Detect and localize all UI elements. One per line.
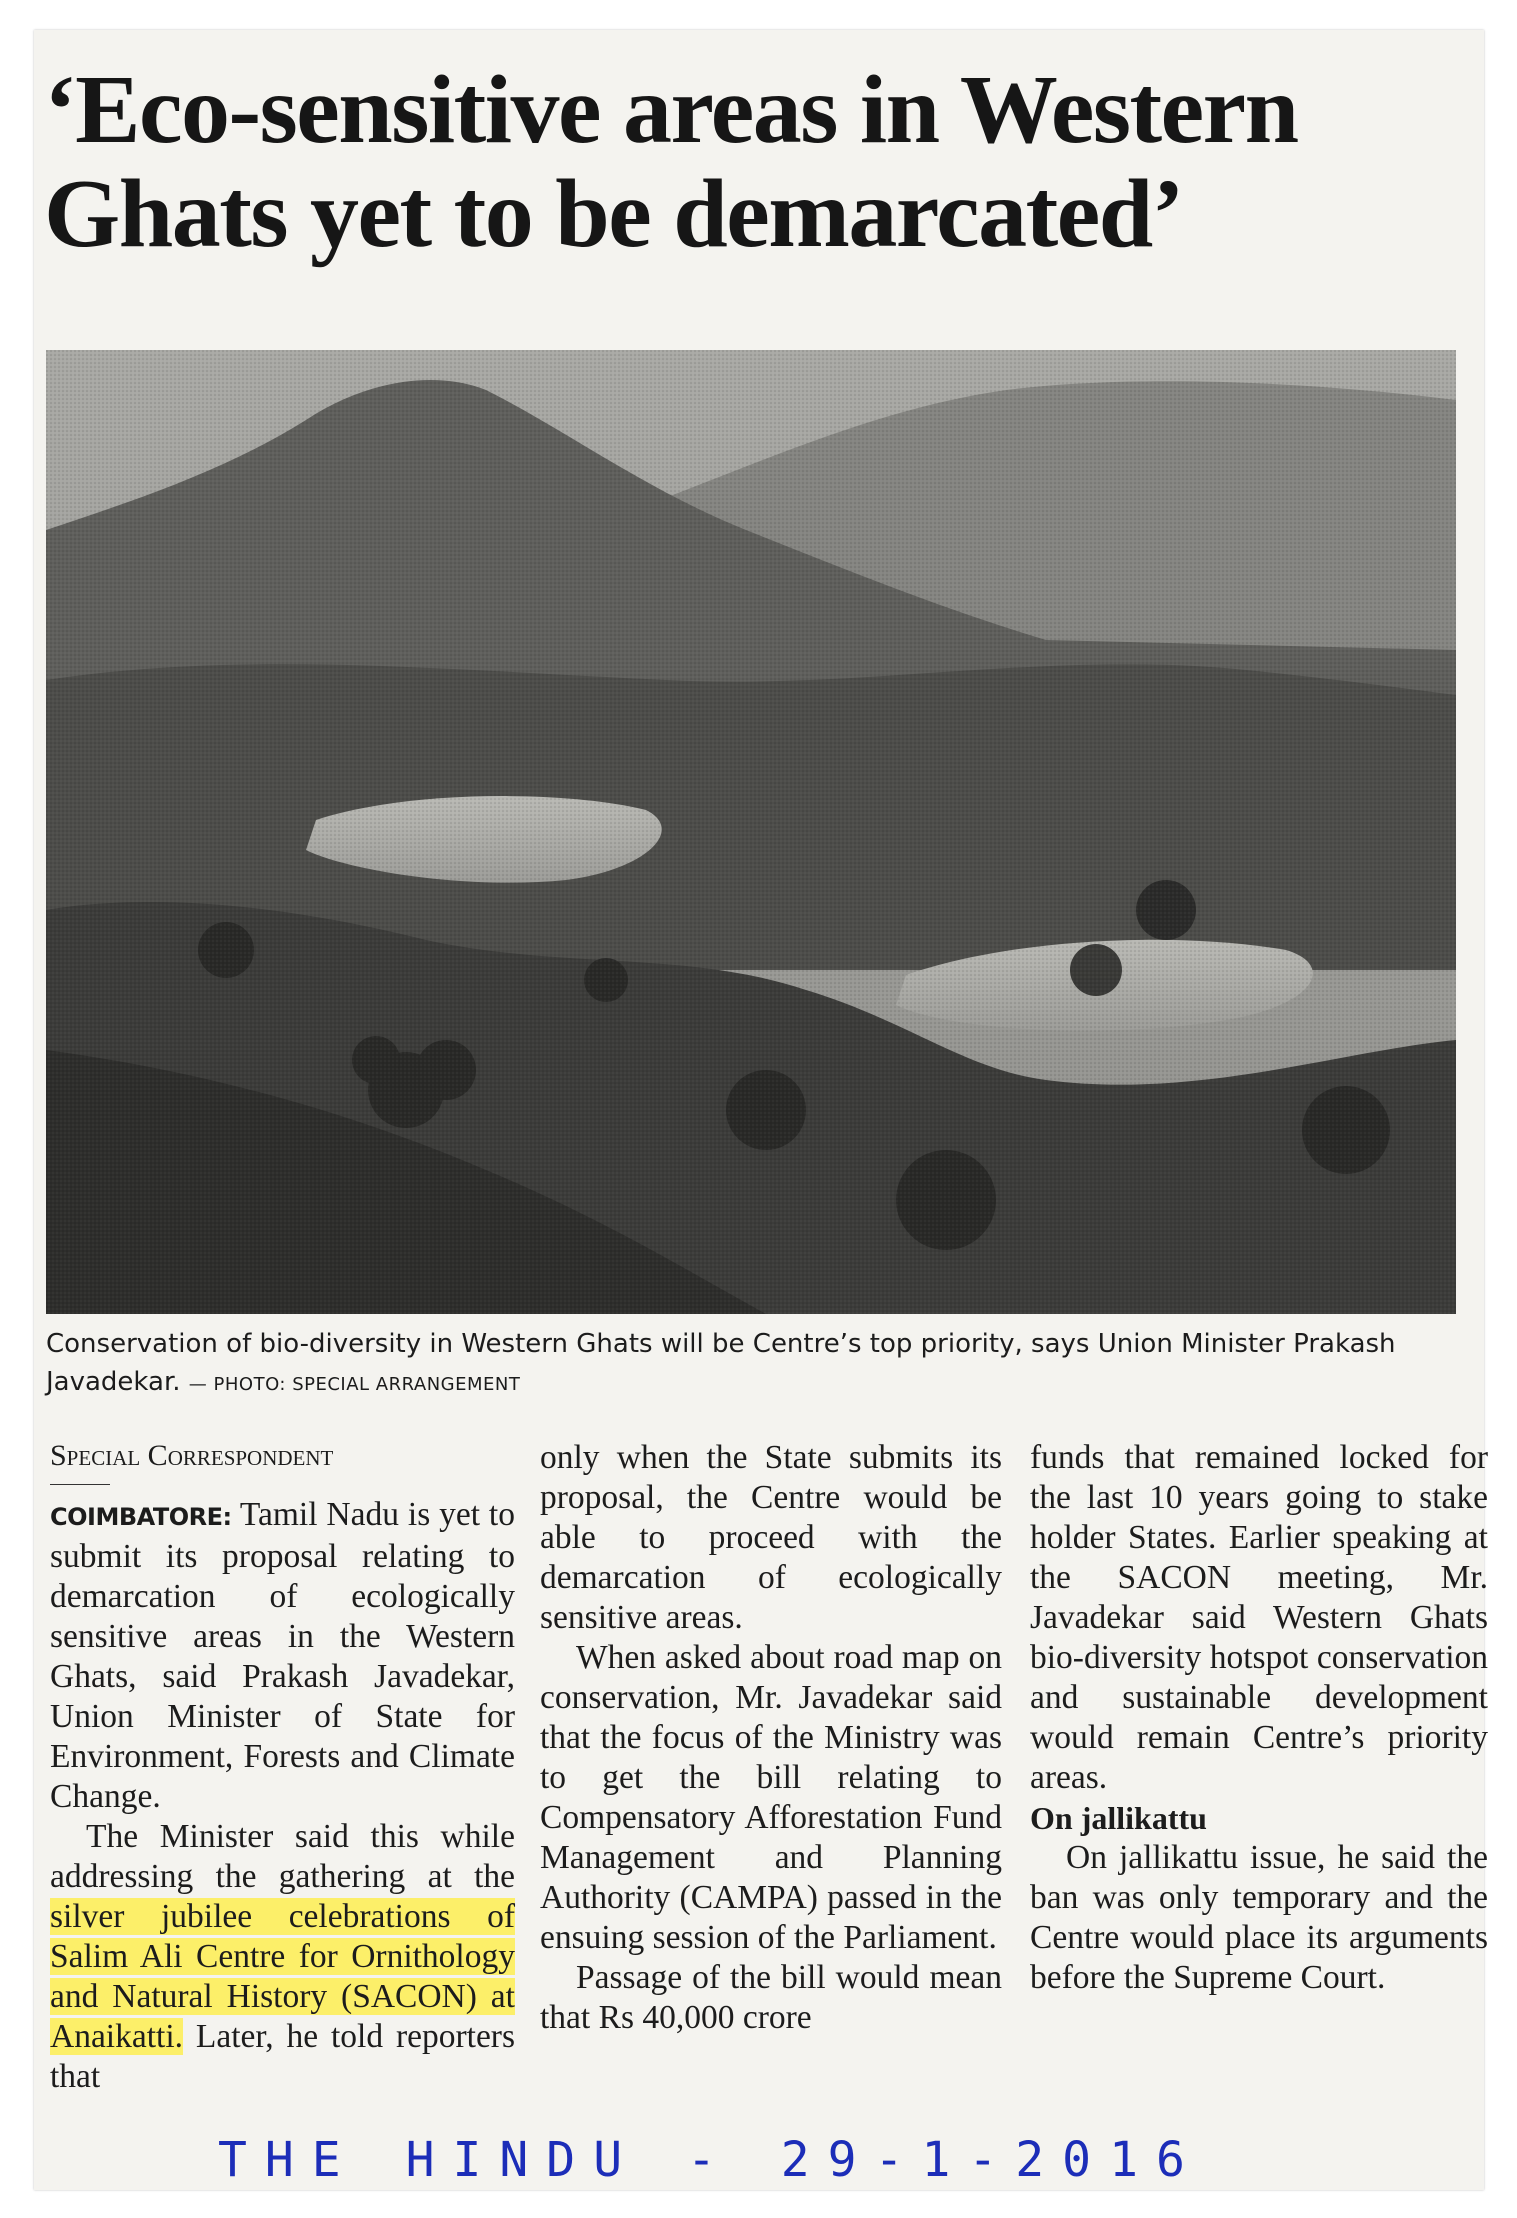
minister-text-end: Later, he told reporters that (50, 2018, 516, 2095)
article-photo (46, 350, 1456, 1314)
paragraph-proposal: only when the State submits its proposal, the Centre would be able to proceed with the demarcation of ecologically sensitive areas. (540, 1439, 1002, 1636)
headline: ‘Eco-sensitive areas in Western Ghats yet to be demarcated’ (44, 56, 1298, 268)
handwritten-source-note: THE HINDU - 29-1-2016 (218, 2132, 1203, 2188)
column-1 (50, 1438, 515, 2097)
caption-text: Conservation of bio-diversity in Western Ghats will be Centre’s top priority, says Union Minister Prakash Javadekar. (46, 1329, 1396, 1397)
paragraph-roadmap: When asked about road map on conservation, Mr. Javadekar said that the focus of the Ministry was to get the bill relating to Compensatory Afforestation Fund Management and Planning Authority (CAMPA) passed in the ensuing session of the Parliament. (540, 1639, 1002, 1956)
paragraph-bill: Passage of the bill would mean that Rs 40,000 crore (540, 1959, 1002, 2036)
paragraph-minister (50, 1817, 515, 2097)
column-2 (540, 1438, 1002, 2038)
intro-text: Tamil Nadu is yet to submit its proposal relating to demarcation of ecologically sensitive areas in the Western Ghats, said Prakash Javadekar, Union Minister of State for Environment, Forests and Climate Change. (50, 1496, 515, 1815)
landscape-photo-icon (46, 350, 1456, 1314)
photo-credit: — PHOTO: SPECIAL ARRANGEMENT (188, 1374, 521, 1395)
paragraph-jallikattu: On jallikattu issue, he said the ban was only temporary and the Centre would place its arguments before the Supreme Court. (1030, 1839, 1488, 1996)
byline-divider (50, 1484, 110, 1485)
paragraph-intro (50, 1495, 515, 1817)
column-3 (1030, 1438, 1488, 1998)
minister-text: The Minister said this while addressing the gathering at the (50, 1818, 515, 1895)
byline: Special Correspondent (50, 1439, 334, 1472)
subhead-jallikattu: On jallikattu (1030, 1800, 1207, 1836)
dateline: COIMBATORE: (50, 1503, 232, 1531)
photo-caption (46, 1325, 1466, 1404)
paragraph-funds: funds that remained locked for the last 10 years going to stake holder States. Earlier speaking at the SACON meeting, Mr. Javadekar said Western Ghats bio-diversity hotspot conservation and sustainable development would remain Centre’s priority areas. (1030, 1439, 1488, 1796)
highlighted-text: silver jubilee celebrations of Salim Ali Centre for Ornithology and Natural History (SACON) at Anaikatti. (50, 1898, 515, 2055)
